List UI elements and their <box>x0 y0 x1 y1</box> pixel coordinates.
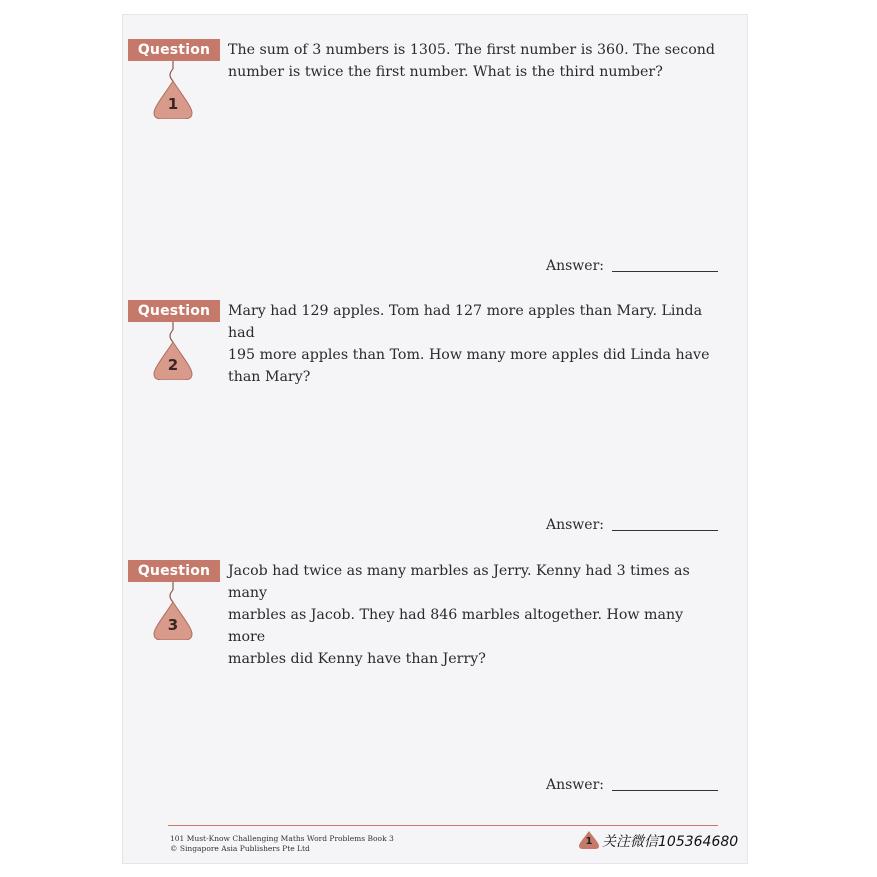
answer-row-1 <box>546 258 718 274</box>
page-number: 1 <box>585 836 593 847</box>
question-line: than Mary? <box>228 369 311 385</box>
answer-blank[interactable] <box>612 270 718 272</box>
worksheet-page <box>122 14 748 864</box>
answer-label: Answer: <box>546 517 604 533</box>
question-line: marbles as Jacob. They had 846 marbles altogether. How many more <box>228 607 684 645</box>
question-line: number is twice the first number. What is the third number? <box>228 64 663 80</box>
book-title: 101 Must-Know Challenging Maths Word Problems Book 3 <box>170 834 394 843</box>
answer-label: Answer: <box>546 258 604 274</box>
question-number: 1 <box>167 95 179 113</box>
answer-blank[interactable] <box>612 789 718 791</box>
answer-row-3 <box>546 777 718 793</box>
question-tag: Question <box>128 300 220 322</box>
question-line: marbles did Kenny have than Jerry? <box>228 651 486 667</box>
question-text <box>228 560 720 670</box>
footer-credits <box>170 834 394 854</box>
answer-label: Answer: <box>546 777 604 793</box>
answer-blank[interactable] <box>612 529 718 531</box>
question-text <box>228 39 720 83</box>
question-line: 195 more apples than Tom. How many more apples did Linda have <box>228 347 710 363</box>
watermark-text: 关注微信105364680 <box>602 834 739 850</box>
footer-divider <box>168 825 718 826</box>
question-tag: Question <box>128 560 220 582</box>
question-number: 2 <box>167 356 179 374</box>
question-line: Mary had 129 apples. Tom had 127 more apples than Mary. Linda had <box>228 303 703 341</box>
question-line: The sum of 3 numbers is 1305. The first number is 360. The second <box>228 42 716 58</box>
question-text <box>228 300 720 388</box>
question-line: Jacob had twice as many marbles as Jerry. Kenny had 3 times as many <box>228 563 690 601</box>
answer-row-2 <box>546 517 718 533</box>
copyright: © Singapore Asia Publishers Pte Ltd <box>170 844 310 853</box>
question-tag: Question <box>128 39 220 61</box>
question-number: 3 <box>167 616 179 634</box>
